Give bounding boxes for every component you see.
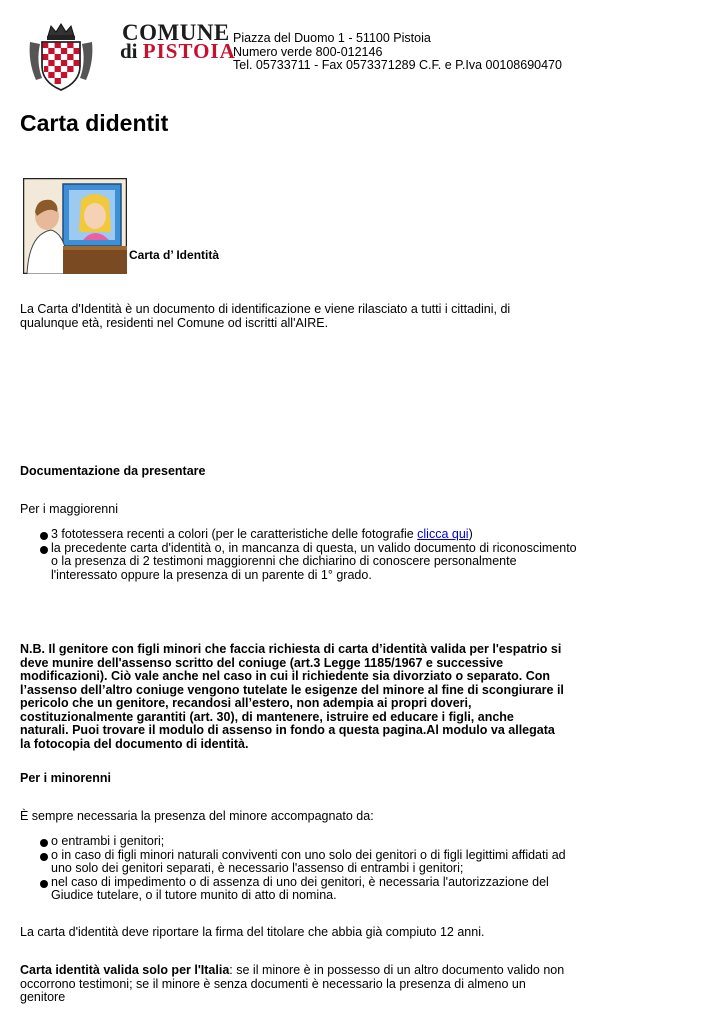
minorenni-intro: È sempre necessaria la presenza del minore accompagnato da: (20, 809, 374, 823)
list-item-text-close: ) (468, 527, 473, 541)
city-crest-icon (26, 22, 96, 94)
maggiorenni-list (38, 528, 578, 582)
header-contact-info (233, 32, 562, 73)
nb-paragraph: N.B. Il genitore con figli minori che faccia richiesta di carta d’identità valida per l'espatrio si deve munire dell'assenso scritto del coniuge (art.3 Legge 1185/1967 e successive modificazioni). Ciò vale anche nel caso in cui il richiedente sia divorziato o separato. Con l’assenso dell’altro coniuge vengono tutelate le esigenze del minore al fine di scongiurare il pericolo che un genitore, recandosi all’estero, non adempia ai propri doveri, costituzionalmente garantiti (art. 30), di mantenere, istruire ed educare i figli, anche naturali. Puoi trovare il modulo di assenso in fondo a questa pagina.Al modulo va allegata la fotocopia del documento di identità. (20, 642, 564, 751)
identity-card-illustration (23, 178, 127, 274)
list-item (38, 835, 578, 849)
header-address: Piazza del Duomo 1 - 51100 Pistoia (233, 31, 431, 45)
bullet-icon (40, 839, 48, 847)
documentation-heading: Documentazione da presentare (20, 464, 206, 478)
list-item (38, 528, 578, 542)
minorenni-heading: Per i minorenni (20, 771, 111, 785)
header-tel-fax: Tel. 05733711 - Fax 0573371289 C.F. e P.Iva 00108690470 (233, 58, 562, 72)
italia-bold-label: Carta identità valida solo per l'Italia (20, 963, 230, 977)
logo-city-text (120, 40, 236, 62)
list-item-text: o entrambi i genitori; (51, 834, 165, 848)
firma-paragraph: La carta d'identità deve riportare la firma del titolare che abbia già compiuto 12 anni. (20, 925, 485, 939)
list-item-text: o in caso di figli minori naturali conviventi con uno solo dei genitori o di figli legittimi affidati ad uno solo dei genitori separati, è necessario l'assenso di entrambi i genitori; (51, 847, 566, 875)
bullet-icon (40, 880, 48, 888)
intro-paragraph: La Carta d'Identità è un documento di identificazione e viene rilasciato a tutti i cittadini, di qualunque età, residenti nel Comune od iscritti all'AIRE. (20, 302, 511, 330)
list-item (38, 849, 578, 876)
minorenni-list (38, 835, 578, 903)
logo-pistoia-text: PISTOIA (142, 39, 236, 63)
maggiorenni-heading: Per i maggiorenni (20, 502, 118, 516)
bullet-icon (40, 853, 48, 861)
page-title: Carta didentit (20, 110, 169, 136)
photo-caption: Carta d’ Identità (129, 248, 220, 262)
photo-requirements-link[interactable]: clicca qui (417, 527, 469, 541)
bullet-icon (40, 532, 48, 540)
bullet-icon (40, 546, 48, 554)
list-item (38, 542, 578, 583)
list-item-text: nel caso di impedimento o di assenza di uno dei genitori, è necessaria l'autorizzazione del Giudice tutelare, o il tutore munito di atto di nomina. (51, 874, 549, 902)
list-item-text: 3 fototessera recenti a colori (per le caratteristiche delle fotografie (51, 527, 418, 541)
logo-comune-text: COMUNE (122, 20, 230, 45)
list-item (38, 876, 578, 903)
header-numero-verde: Numero verde 800-012146 (233, 44, 383, 59)
list-item-text: la precedente carta d'identità o, in mancanza di questa, un valido documento di riconoscimento o la presenza di 2 testimoni maggiorenni che dichiarino di conoscere personalmente l'interessato oppure la presenza di un parente di 1° grado. (51, 540, 577, 582)
logo-di-text: di (120, 39, 138, 63)
italia-text: : se il minore è in possesso di un altro documento valido non occorrono testimoni; se il minore è senza documenti è necessario la presenza di almeno un genitore (20, 963, 565, 1004)
italia-paragraph (20, 964, 565, 1005)
